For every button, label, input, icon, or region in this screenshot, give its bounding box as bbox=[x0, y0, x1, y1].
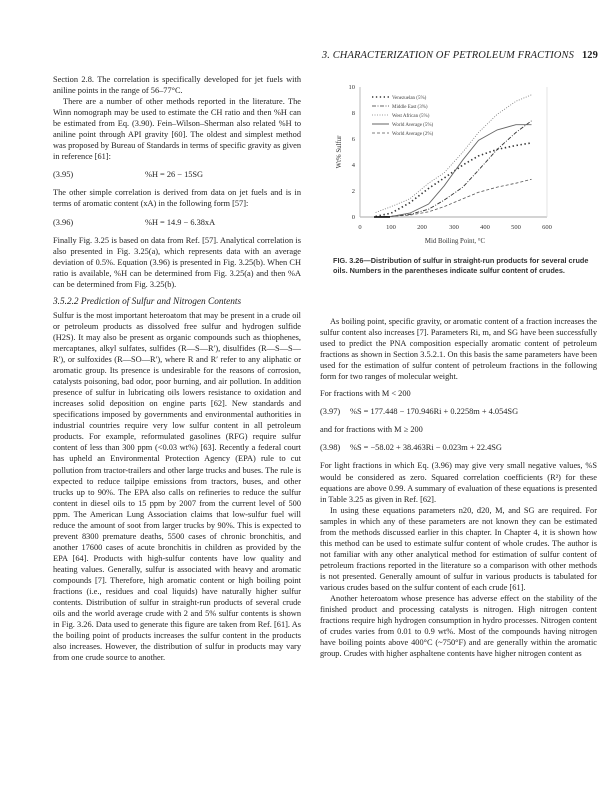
equation-3-97 bbox=[320, 406, 597, 417]
paragraph: Finally Fig. 3.25 is based on data from Ref. [57]. Analytical correlation is also presented in Fig. 3.25(a), which represents data with an average deviation of 0.5%. Equation (3.96) is presented in Fig. 3.25(b). When CH ratio is available, %H can be determined from Fig. 3.25(a) and then %A can be determined from Fig. 3.25(b). bbox=[53, 235, 301, 289]
svg-text:8: 8 bbox=[351, 110, 355, 117]
left-column bbox=[53, 74, 301, 663]
page-number: 129 bbox=[581, 50, 598, 61]
equation-body: %S = −58.02 + 38.463Ri − 0.023m + 22.4SG bbox=[350, 443, 502, 453]
equation-body: %H = 26 − 15SG bbox=[145, 170, 204, 180]
equation-number: (3.98) bbox=[320, 443, 341, 453]
y-axis-label: Wt% Sulfur bbox=[336, 135, 343, 169]
equation-number: (3.97) bbox=[320, 407, 341, 417]
equation-3-95 bbox=[53, 169, 301, 180]
equation-number: (3.96) bbox=[53, 217, 74, 227]
y-tick-labels bbox=[349, 84, 356, 221]
x-tick-labels bbox=[358, 224, 552, 231]
svg-text:200: 200 bbox=[417, 224, 427, 231]
running-header bbox=[300, 50, 598, 61]
condition-text: and for fractions with M ≥ 200 bbox=[320, 425, 423, 435]
running-title: 3. CHARACTERIZATION OF PETROLEUM FRACTIONS bbox=[321, 50, 574, 61]
legend-west-african: West African (5%) bbox=[392, 114, 430, 119]
equation-3-98 bbox=[320, 442, 597, 453]
x-axis-label: Mid Boiling Point, °C bbox=[424, 238, 486, 245]
svg-text:6: 6 bbox=[351, 136, 355, 143]
equation-3-96 bbox=[53, 217, 301, 228]
section-heading: 3.5.2.2 Prediction of Sulfur and Nitrogen Contents bbox=[53, 296, 242, 307]
paragraph: Another heteroatom whose presence has adverse effect on the stability of the finished product and processing catalysts is nitrogen. High nitrogen content fractions require high hydrogen consumption in hydro processes. Nitrogen content of crudes varies from 0.01 to 0.9 wt%. Most of the compounds having nitrogen have boiling points above 400°C (~750°F) and are generally within the aromatic group. Crudes with higher asphaltene contents have higher nitrogen content as bbox=[320, 594, 597, 659]
svg-text:10: 10 bbox=[348, 84, 355, 91]
svg-text:400: 400 bbox=[480, 224, 490, 231]
svg-text:100: 100 bbox=[386, 224, 396, 231]
legend-middle-east: Middle East (3%) bbox=[392, 105, 428, 110]
svg-text:0: 0 bbox=[351, 214, 355, 221]
legend-world-average-2: World Average (2%) bbox=[392, 132, 434, 137]
paragraph: For light fractions in which Eq. (3.96) may give very small negative values, %S would be considered as zero. Squared correlation coefficients (R²) for these equations are above 0.99. A summary of evaluation of these equations is presented in Table 3.25 as given in Ref. [62]. bbox=[320, 461, 597, 504]
equation-number: (3.95) bbox=[53, 170, 74, 180]
paragraph: The other simple correlation is derived from data on jet fuels and is in terms of aromatic content (xA) in the following form [57]: bbox=[53, 188, 301, 209]
svg-text:4: 4 bbox=[351, 162, 355, 169]
paragraph: Section 2.8. The correlation is specifically developed for jet fuels with aniline points in the range of 56–77°C. bbox=[53, 75, 301, 96]
paragraph: In using these equations parameters n20, d20, M, and SG are required. For samples in which any of these parameters are not known they can be estimated from the methods discussed earlier in this chapter. In Chapter 4, it is shown how this method can be used to estimate sulfur content of whole crudes. The author is not familiar with any other analytical method for estimation of sulfur content of petroleum fractions reported in the literature so a comparison with other methods is not presented. Generally amount of sulfur in various products is tabulated for various crudes based on the sulfur content of each crude [61]. bbox=[320, 505, 597, 592]
equation-body: %S = 177.448 − 170.946Ri + 0.2258m + 4.054SG bbox=[350, 407, 519, 417]
svg-text:600: 600 bbox=[542, 224, 552, 231]
paragraph: As boiling point, specific gravity, or aromatic content of a fraction increases the sulfur content also increases [7]. Parameters Ri, m, and SG have been successfully used to predict the PNA composition especially aromatic content of petroleum fractions as shown in Section 3.5.2.1. On this basis the same parameters have been used for the estimation of sulfur content of petroleum fractions in the following form for two ranges of molecular weight. bbox=[320, 317, 597, 382]
paragraph: Sulfur is the most important heteroatom that may be present in a crude oil or petroleum products as dissolved free sulfur and hydrogen sulfide (H2S). It may also be present as organic compounds such as thiophenes, mercaptanes, alkyl sulfates, sulfides (R—S—R′), disulfides (R—S—S—R′), or sulfoxides (R—SO—R′), where R and R′ refer to any aliphatic or aromatic group. Its presence is undesirable for the reasons of corrosion, catalysts poisoning, bad odor, poor burning, and air pollution. In addition presence of sulfur in lubricating oils lowers resistance to oxidation and increases solid deposition on engine parts [62]. New standards and specifications imposed by governments and environmental authorities in industrial countries require very low sulfur content in all petroleum products. For example, reformulated gasolines (RFG) require sulfur content of less than 300 ppm (<0.03 wt%) [63]. Recently a federal court has upheld an Environmental Protection Agency (EPA) rule to cut pollution from tractor-trailers and other large trucks and buses. The rule is expected to reduce tailpipe emissions from tractors, buses, and other trucks up to 90%. The EPA also calls on refineries to reduce the sulfur content in diesel oils to 15 ppm by 2007 from the current level of 500 ppm. The American Lung Association claims that low-sulfur fuel will reduce the amount of soot from larger trucks by 90%. This is expected to prevent 8300 premature deaths, 5500 cases of chronic bronchitis, and another 17600 cases of acute bronchitis in children as provided by the EPA [64]. Products with high-sulfur contents have low quality and heating values. Generally, sulfur is associated with heavy and aromatic compounds [7]. Therefore, high aromatic content or high boiling point fractions (i.e., residues and coal liquids) have naturally higher sulfur contents. Distribution of sulfur in straight-run products of several crude oils and the world average crude with 2 and 5% sulfur contents is shown in Fig. 3.26. Data used to generate this figure are taken from Ref. [61]. As the boiling point of products increases the sulfur content in the products also increases. However, the distribution of sulfur in products may vary from one crude source to another. bbox=[53, 310, 301, 663]
legend-venezuelan: Venezuelan (5%) bbox=[392, 96, 427, 101]
paragraph: There are a number of other methods reported in the literature. The Winn nomograph may be used to estimate the CH ratio and then %H can be estimated from Eq. (3.90). Fein–Wilson–Sherman also related %H to aniline point through API gravity [60]. The oldest and simplest method was proposed by Bureau of Standards in terms of specific gravity as given in reference [61]: bbox=[53, 97, 301, 162]
condition-text: For fractions with M < 200 bbox=[320, 389, 411, 399]
svg-text:0: 0 bbox=[358, 224, 362, 231]
svg-text:2: 2 bbox=[351, 188, 355, 195]
legend-world-average-5: World Average (5%) bbox=[392, 123, 434, 128]
svg-text:300: 300 bbox=[449, 224, 459, 231]
svg-text:500: 500 bbox=[511, 224, 521, 231]
equation-body: %H = 14.9 − 6.38xA bbox=[145, 217, 216, 227]
sulfur-distribution-chart bbox=[300, 78, 604, 248]
figure-caption: FIG. 3.26—Distribution of sulfur in straight-run products for several crude oils. Numbers in the parentheses indicate sulfur content of crudes. bbox=[333, 256, 589, 275]
right-column bbox=[320, 316, 597, 659]
